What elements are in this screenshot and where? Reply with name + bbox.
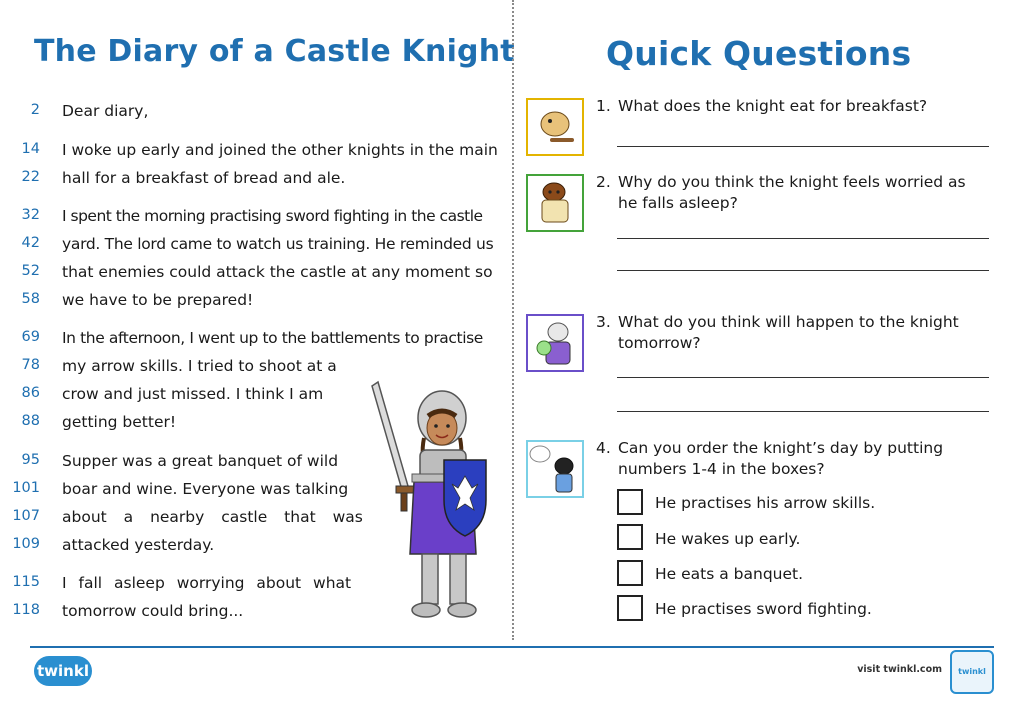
word-count: 32 xyxy=(21,207,40,223)
question-text: What do you think will happen to the knight tomorrow? xyxy=(618,313,959,352)
knight-crystal-ball-picture xyxy=(526,314,584,372)
order-option: He wakes up early. xyxy=(655,530,801,548)
dog-bone-picture xyxy=(526,98,584,156)
question-number: 1. xyxy=(596,97,611,115)
word-count: 109 xyxy=(12,536,40,552)
story-line-text: crow and just missed. I think I am xyxy=(62,385,324,403)
knight-in-bed-picture xyxy=(526,174,584,232)
answer-line[interactable] xyxy=(617,377,989,378)
word-count: 22 xyxy=(21,169,40,185)
order-box[interactable] xyxy=(617,524,643,550)
story-line-text: Dear diary, xyxy=(62,102,149,120)
word-count: 107 xyxy=(12,508,40,524)
word-count: 115 xyxy=(12,574,40,590)
word-count: 118 xyxy=(12,602,40,618)
word-count: 14 xyxy=(21,141,40,157)
knight-illustration xyxy=(368,378,498,630)
word-count: 86 xyxy=(21,385,40,401)
story-line-text: that enemies could attack the castle at any moment so xyxy=(62,263,493,281)
story-line-text: boar and wine. Everyone was talking xyxy=(62,480,349,498)
word-count: 2 xyxy=(30,102,40,118)
story-line-text: we have to be prepared! xyxy=(62,291,254,309)
question-text: Why do you think the knight feels worried as he falls asleep? xyxy=(618,173,966,212)
footer-divider xyxy=(30,646,994,648)
order-option: He eats a banquet. xyxy=(655,565,804,583)
word-count: 78 xyxy=(21,357,40,373)
answer-line[interactable] xyxy=(617,238,989,239)
story-line-text: In the afternoon, I went up to the battlements to practise xyxy=(62,329,483,347)
page-divider xyxy=(512,0,514,640)
order-box[interactable] xyxy=(617,489,643,515)
story-line-text: my arrow skills. I tried to shoot at a xyxy=(62,357,337,375)
word-count: 101 xyxy=(12,480,40,496)
story-title: The Diary of a Castle Knight xyxy=(34,34,515,69)
story-line-text: hall for a breakfast of bread and ale. xyxy=(62,169,346,187)
word-count: 88 xyxy=(21,413,40,429)
story-line-text: attacked yesterday. xyxy=(62,536,215,554)
quality-badge-icon: twinkl xyxy=(950,650,994,694)
story-line-text: I woke up early and joined the other knights in the main xyxy=(62,141,498,159)
story-line-text: I spent the morning practising sword fighting in the castle xyxy=(62,207,483,225)
story-line-text: yard. The lord came to watch us training. He reminded us xyxy=(62,235,494,253)
visit-link[interactable]: visit twinkl.com xyxy=(857,664,942,675)
question-number: 4. xyxy=(596,439,611,457)
story-line-text: about a nearby castle that was xyxy=(62,508,363,526)
word-count: 95 xyxy=(21,452,40,468)
questions-title: Quick Questions xyxy=(606,34,912,73)
answer-line[interactable] xyxy=(617,146,989,147)
thinking-dog-picture xyxy=(526,440,584,498)
question-text: What does the knight eat for breakfast? xyxy=(618,97,928,115)
order-box[interactable] xyxy=(617,560,643,586)
story-line-text: Supper was a great banquet of wild xyxy=(62,452,339,470)
word-count: 69 xyxy=(21,329,40,345)
story-line-text: getting better! xyxy=(62,413,177,431)
answer-line[interactable] xyxy=(617,411,989,412)
order-option: He practises his arrow skills. xyxy=(655,494,876,512)
question-text: Can you order the knight’s day by putting numbers 1-4 in the boxes? xyxy=(618,439,944,478)
twinkl-logo: twinkl xyxy=(34,656,92,686)
word-count: 52 xyxy=(21,263,40,279)
story-line-text: I fall asleep worrying about what xyxy=(62,574,352,592)
word-count: 42 xyxy=(21,235,40,251)
question-number: 3. xyxy=(596,313,611,331)
answer-line[interactable] xyxy=(617,270,989,271)
order-box[interactable] xyxy=(617,595,643,621)
story-line-text: tomorrow could bring... xyxy=(62,602,244,620)
word-count: 58 xyxy=(21,291,40,307)
order-option: He practises sword fighting. xyxy=(655,600,872,618)
question-number: 2. xyxy=(596,173,611,191)
